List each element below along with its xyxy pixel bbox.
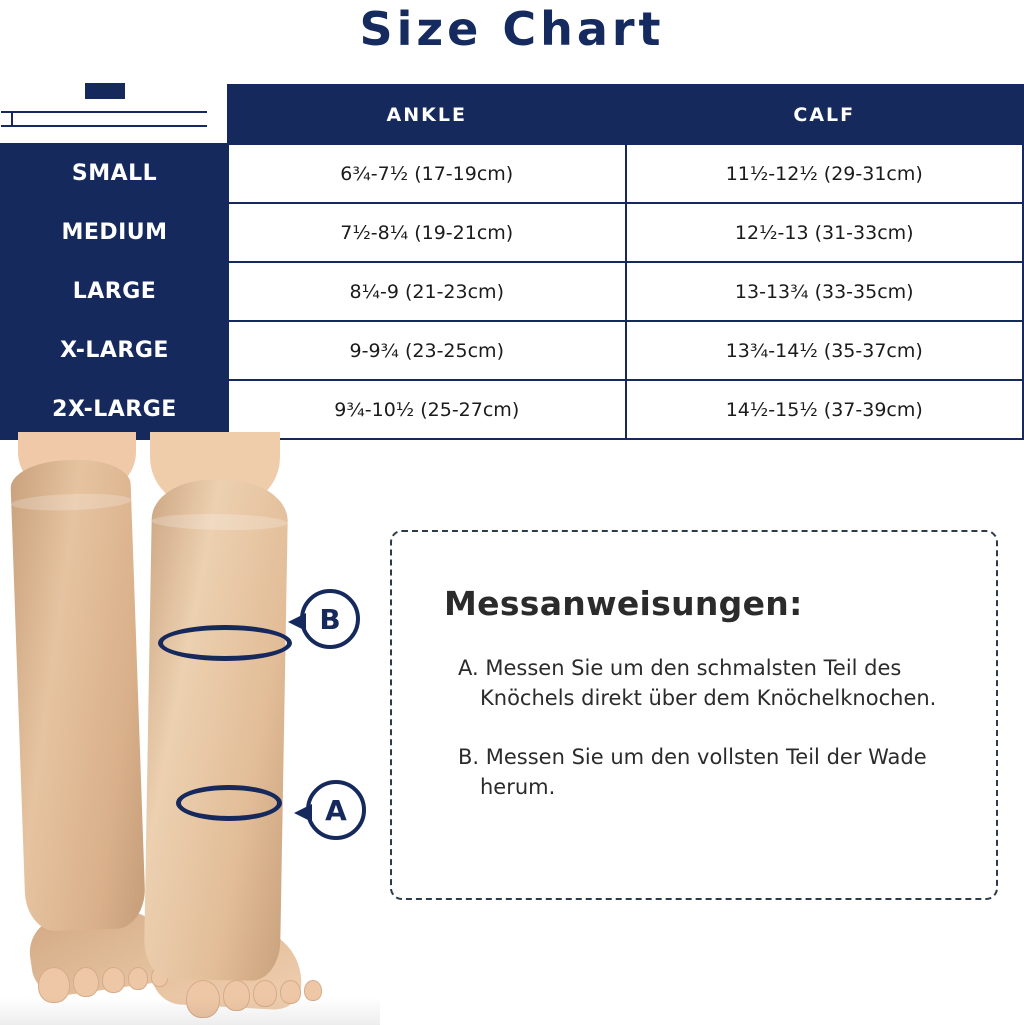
callout-bubble-a — [306, 780, 366, 840]
ankle-value-small: 6¾-7½ (17-19cm) — [228, 144, 626, 203]
size-label-small: SMALL — [1, 144, 228, 203]
calf-value-large: 13-13¾ (33-35cm) — [626, 262, 1024, 321]
corner-tab-decoration — [85, 83, 125, 99]
table-row — [1, 380, 1023, 439]
calf-value-x-large: 13¾-14½ (35-37cm) — [626, 321, 1024, 380]
table-corner-cell — [1, 85, 228, 144]
callout-bubble-b — [300, 589, 360, 649]
callout-bubble-a-label: A — [325, 793, 347, 827]
callout-tail-icon — [294, 804, 312, 822]
instruction-item-b-line1: B. Messen Sie um den vollsten Teil der Wade — [458, 744, 927, 769]
corner-rule-top — [1, 111, 207, 113]
instruction-item-a — [444, 653, 950, 714]
toe — [128, 967, 148, 990]
left-compression-stocking — [10, 458, 146, 932]
calf-value-medium: 12½-13 (31-33cm) — [626, 203, 1024, 262]
instruction-item-a-line1: A. Messen Sie um den schmalsten Teil des — [458, 656, 902, 680]
ankle-value-2x-large: 9¾-10½ (25-27cm) — [228, 380, 626, 439]
calf-value-2x-large: 14½-15½ (37-39cm) — [626, 380, 1024, 439]
instructions-heading: Messanweisungen: — [444, 584, 803, 623]
instruction-item-a-line2: Knöchels direkt über dem Knöchelknochen. — [480, 686, 937, 711]
callout-tail-icon — [288, 613, 306, 631]
table-row — [1, 262, 1023, 321]
left-stocking-cuff — [11, 492, 131, 512]
table-row — [1, 203, 1023, 262]
ankle-value-large: 8¼-9 (21-23cm) — [228, 262, 626, 321]
corner-rule-vertical — [11, 111, 13, 127]
floor-shadow — [0, 997, 380, 1025]
column-header-calf: CALF — [626, 85, 1024, 144]
right-compression-stocking — [144, 479, 289, 981]
table-header-row — [1, 85, 1023, 144]
toe — [102, 967, 125, 993]
instruction-item-b-line2: herum. — [480, 775, 556, 800]
calf-measurement-ring — [158, 625, 292, 661]
table-row — [1, 144, 1023, 203]
toe — [73, 967, 99, 997]
table-row — [1, 321, 1023, 380]
instruction-item-b — [444, 742, 950, 803]
ankle-value-medium: 7½-8¼ (19-21cm) — [228, 203, 626, 262]
column-header-ankle: ANKLE — [228, 85, 626, 144]
size-label-medium: MEDIUM — [1, 203, 228, 262]
ankle-value-x-large: 9-9¾ (23-25cm) — [228, 321, 626, 380]
callout-bubble-b-label: B — [319, 602, 341, 636]
calf-value-small: 11½-12½ (29-31cm) — [626, 144, 1024, 203]
right-stocking-cuff — [152, 513, 288, 531]
measuring-instructions-card — [390, 530, 998, 900]
ankle-measurement-ring — [176, 785, 282, 821]
size-label-2x-large: 2X-LARGE — [1, 380, 228, 439]
size-label-x-large: X-LARGE — [1, 321, 228, 380]
size-chart-table — [0, 84, 1024, 440]
product-photo-legs — [0, 432, 380, 1025]
size-chart-table-wrapper — [0, 84, 1024, 440]
corner-rule-bottom — [1, 125, 207, 127]
page-title: Size Chart — [359, 2, 665, 56]
size-label-large: LARGE — [1, 262, 228, 321]
